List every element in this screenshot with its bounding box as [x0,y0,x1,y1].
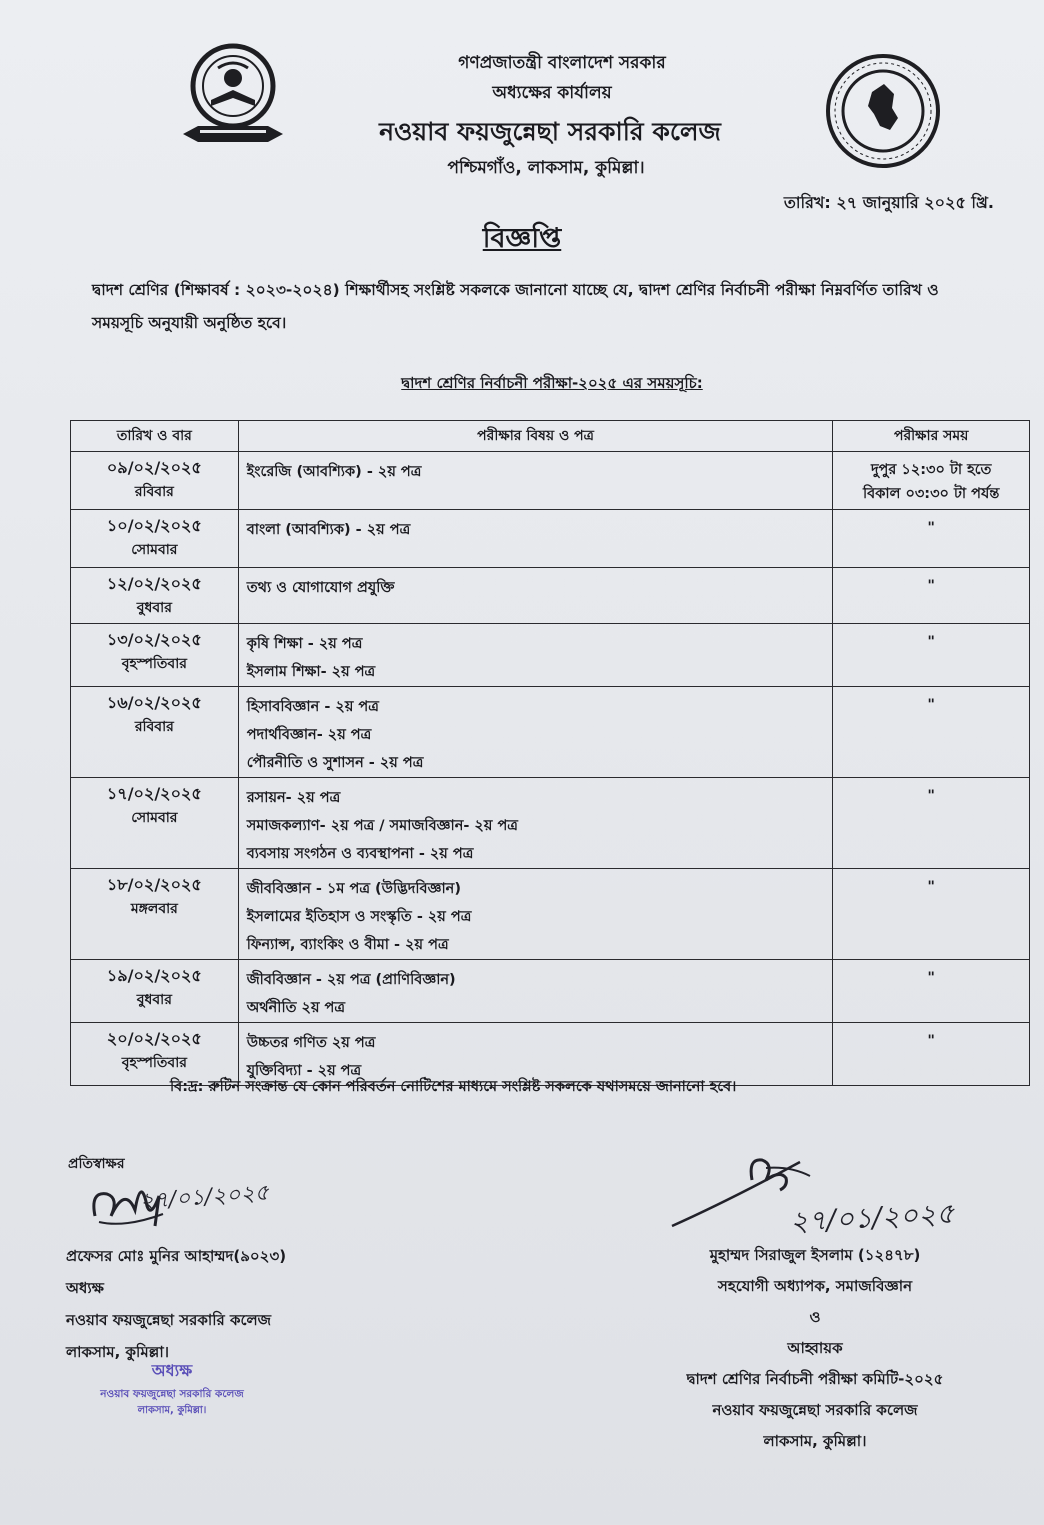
exam-day: বৃহস্পতিবার [121,1055,187,1071]
table-row [71,869,1030,960]
exam-subject: বাংলা (আবশ্যিক) - ২য় পত্র [246,522,411,538]
exam-date-cell [71,687,239,778]
exam-day: বুধবার [136,600,172,616]
principal-stamp [62,1358,282,1420]
exam-date: ১০/০২/২০২৫ [106,516,202,535]
exam-time-cell [833,869,1030,960]
exam-subject: ইসলাম শিক্ষা- ২য় পত্র [246,664,376,680]
exam-time: " [927,970,935,986]
exam-date-cell [71,624,239,687]
exam-subject-cell [238,778,833,869]
header-date-day: তারিখ ও বার [71,421,239,452]
exam-subject-cell [238,452,833,510]
table-row [71,510,1030,568]
exam-time-cell [833,510,1030,568]
exam-date: ০৯/০২/২০২৫ [106,458,202,477]
exam-time: " [927,697,935,713]
exam-date: ১৮/০২/২০২৫ [106,875,202,894]
exam-day: সোমবার [131,542,178,558]
exam-subject: সমাজকল্যাণ- ২য় পত্র / সমাজবিজ্ঞান- ২য় পত্র [246,818,518,834]
exam-time: " [927,1033,935,1049]
exam-date-cell [71,778,239,869]
exam-subject-cell [238,568,833,624]
header-government: গণপ্রজাতন্ত্রী বাংলাদেশ সরকার [458,53,666,73]
header-office: অধ্যক্ষের কার্যালয় [492,83,612,103]
exam-time-cell [833,1023,1030,1086]
exam-time-cell [833,778,1030,869]
table-body [71,452,1030,1086]
table-row [71,960,1030,1023]
exam-date: ১৯/০২/২০২৫ [106,966,202,985]
exam-date-cell [71,568,239,624]
exam-date-cell [71,510,239,568]
exam-day: মঙ্গলবার [130,901,178,917]
convener-and: ও [809,1308,821,1326]
table-row [71,452,1030,510]
exam-subject: রসায়ন- ২য় পত্র [246,790,341,806]
exam-date: ১২/০২/২০২৫ [106,574,202,593]
exam-date-cell [71,869,239,960]
exam-date: ১৩/০২/২০২৫ [106,630,202,649]
exam-date-cell [71,452,239,510]
exam-subject: জীববিজ্ঞান - ১ম পত্র (উদ্ভিদবিজ্ঞান) [246,881,461,897]
exam-time: " [927,879,935,895]
exam-time-cell [833,687,1030,778]
exam-day: বুধবার [136,992,172,1008]
exam-subject: ফিন্যান্স, ব্যাংকিং ও বীমা - ২য় পত্র [246,937,449,953]
exam-time: " [927,634,935,650]
exam-time-cell [833,960,1030,1023]
convener-role: আহ্বায়ক [787,1339,843,1357]
exam-subject-cell [238,869,833,960]
notice-body: দ্বাদশ শ্রেণির (শিক্ষাবর্ষ : ২০২৩-২০২৪) শিক্ষার্থীসহ সংশ্লিষ্ট সকলকে জানানো যাচ্ছে যে, দ্বাদশ শ্রেণির নির্বাচনী পরীক্ষা নিম্নবর্ণিত তারিখ ও সময়সূচি অনুযায়ী অনুষ্ঠিত হবে। [92,281,939,332]
header-time: পরীক্ষার সময় [833,421,1030,452]
stamp-address: লাকসাম, কুমিল্লা। [137,1405,207,1416]
exam-time-cell [833,568,1030,624]
table-row [71,624,1030,687]
exam-subject: যুক্তিবিদ্যা - ২য় পত্র [246,1063,362,1079]
exam-subject: হিসাববিজ্ঞান - ২য় পত্র [246,699,379,715]
exam-day: বৃহস্পতিবার [121,656,187,672]
stamp-college: নওয়াব ফয়জুন্নেছা সরকারি কলেজ [100,1388,244,1400]
principal-title: অধ্যক্ষ [66,1279,104,1297]
exam-time-cell [833,452,1030,510]
exam-date: ১৬/০২/২০২৫ [106,693,202,712]
routine-note: বি:দ্র: রুটিন সংক্রান্ত যে কোন পরিবর্তন নোটিশের মাধ্যমে সংশ্লিষ্ট সকলকে যথাসময়ে জানানো হবে। [170,1079,737,1095]
exam-subject-cell [238,687,833,778]
exam-day: সোমবার [131,810,178,826]
convener-title: সহযোগী অধ্যাপক, সমাজবিজ্ঞান [717,1277,913,1295]
convener-sign-date: ২৭/০১/২০২৫ [789,1196,956,1239]
exam-subject-cell [238,624,833,687]
exam-subject: পৌরনীতি ও সুশাসন - ২য় পত্র [246,755,424,771]
exam-time: " [927,520,935,536]
exam-routine-table [70,420,1030,1086]
principal-sign-date: ২৭/০১/২০২৫ [139,1180,270,1215]
exam-day: রবিবার [134,484,174,500]
convener-address: লাকসাম, কুমিল্লা। [763,1432,867,1450]
exam-date: ২০/০২/২০২৫ [106,1029,202,1048]
header-subject: পরীক্ষার বিষয় ও পত্র [238,421,833,452]
exam-subject-cell [238,960,833,1023]
exam-subject: অর্থনীতি ২য় পত্র [246,1000,346,1016]
exam-time: " [927,788,935,804]
notice-title: বিজ্ঞপ্তি [482,223,562,254]
stamp-title: অধ্যক্ষ [151,1361,193,1380]
exam-subject: উচ্চতর গণিত ২য় পত্র [246,1035,376,1051]
header-address: পশ্চিমগাঁও, লাকসাম, কুমিল্লা। [447,158,645,178]
convener-college: নওয়াব ফয়জুন্নেছা সরকারি কলেজ [712,1401,918,1419]
exam-time: " [927,578,935,594]
exam-day: রবিবার [134,719,174,735]
exam-subject: ইংরেজি (আবশ্যিক) - ২য় পত্র [246,464,422,480]
exam-time: বিকাল ০৩:৩০ টা পর্যন্ত [863,486,1000,502]
principal-name: প্রফেসর মোঃ মুনির আহাম্মদ(৯০২৩) [66,1247,287,1265]
convener-block [600,1240,1030,1457]
exam-subject: পদার্থবিজ্ঞান- ২য় পত্র [246,727,372,743]
table-row [71,568,1030,624]
exam-subject: ব্যবসায় সংগঠন ও ব্যবস্থাপনা - ২য় পত্র [246,846,474,862]
notice-date: তারিখ: ২৭ জানুয়ারি ২০২৫ খ্রি. [783,193,994,212]
table-header-row [71,421,1030,452]
exam-date: ১৭/০২/২০২৫ [106,784,202,803]
exam-subject: জীববিজ্ঞান - ২য় পত্র (প্রাণিবিজ্ঞান) [246,972,456,988]
countersign-label: প্রতিস্বাক্ষর [68,1156,125,1172]
exam-date-cell [71,960,239,1023]
convener-committee: দ্বাদশ শ্রেণির নির্বাচনী পরীক্ষা কমিটি-২০২৫ [686,1370,944,1388]
routine-title: দ্বাদশ শ্রেণির নির্বাচনী পরীক্ষা-২০২৫ এর সময়সূচি: [401,374,703,392]
table-row [71,687,1030,778]
convener-name: মুহাম্মদ সিরাজুল ইসলাম (১২৪৭৮) [709,1246,921,1264]
principal-college: নওয়াব ফয়জুন্নেছা সরকারি কলেজ [66,1311,272,1329]
principal-address: লাকসাম, কুমিল্লা। [66,1343,170,1361]
exam-subject: তথ্য ও যোগাযোগ প্রযুক্তি [246,580,395,596]
exam-time: দুপুর ১২:৩০ টা হতে [870,462,992,478]
table-row [71,778,1030,869]
exam-subject: কৃষি শিক্ষা - ২য় পত্র [246,636,363,652]
exam-subject-cell [238,510,833,568]
header-college: নওয়াব ফয়জুন্নেছা সরকারি কলেজ [379,117,721,146]
exam-time-cell [833,624,1030,687]
exam-subject: ইসলামের ইতিহাস ও সংস্কৃতি - ২য় পত্র [246,909,472,925]
principal-block [66,1240,286,1368]
